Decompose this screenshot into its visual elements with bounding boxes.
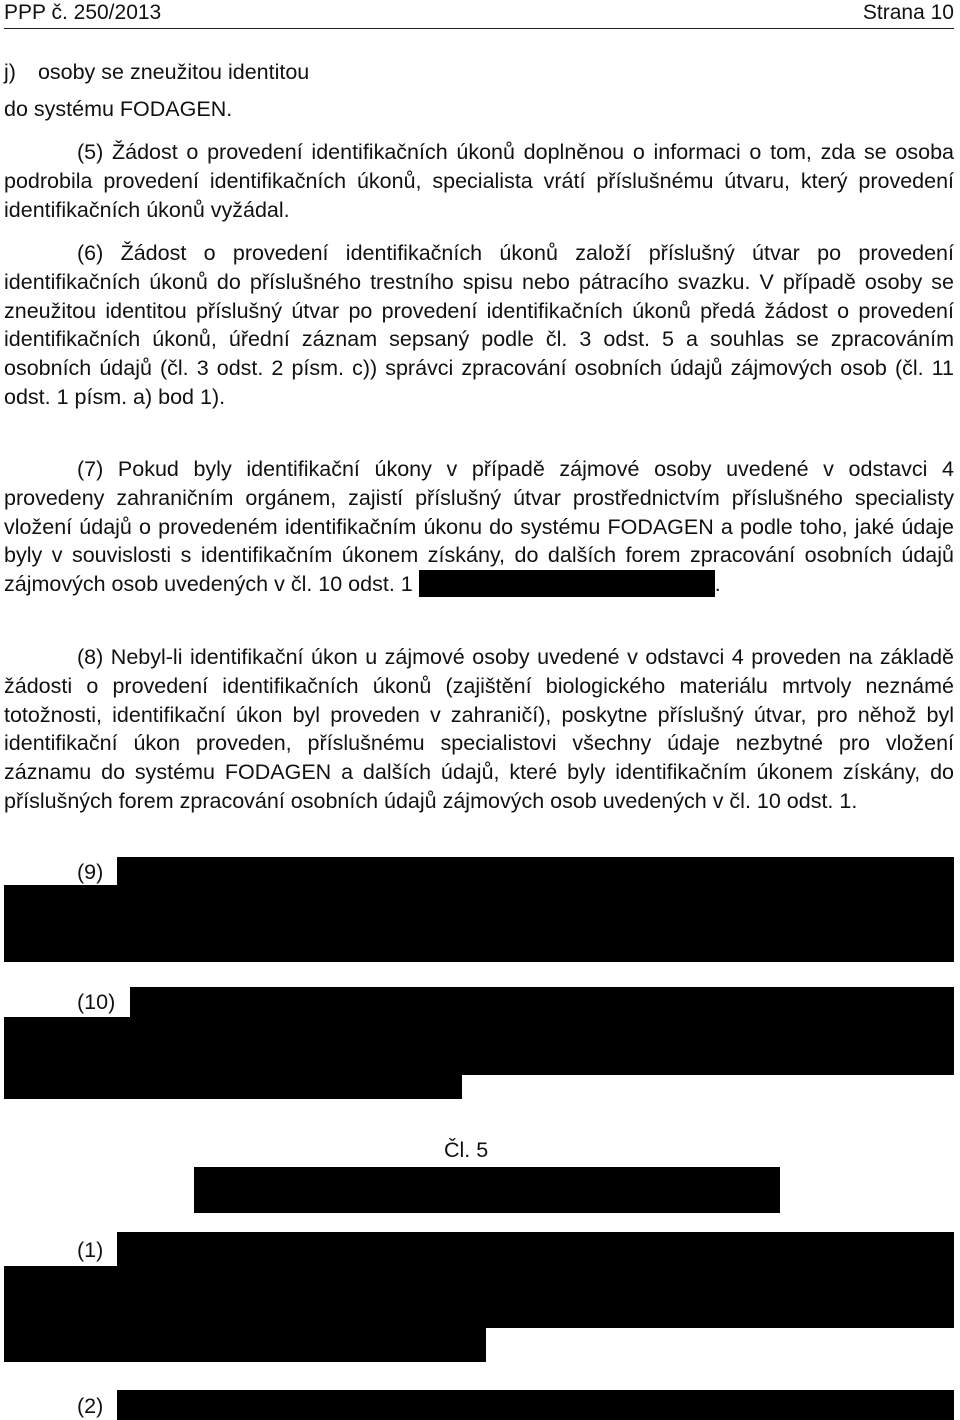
redaction-block — [4, 1073, 462, 1099]
redaction-block — [130, 987, 954, 1019]
redaction-block — [4, 1266, 954, 1328]
paragraph-7-end: . — [714, 572, 721, 597]
list-item-text: osoby se zneužitou identitou — [37, 60, 310, 84]
paragraph-7 — [4, 455, 954, 599]
paragraph-7-text: (7) Pokud byly identifikační úkony v případě zájmové osoby uvedené v odstavci 4 provedeny zahraničním orgánem, zajistí příslušný útvar prostřednictvím příslušného specialisty vložení údajů o provedeném identifikačním úkonu do systému FODAGEN a podle toho, jaké údaje byly v souvislosti s identifikačním úkonem získány, do dalších forem zpracování osobních údajů zájmových osob uvedených v čl. 10 odst. 1 — [4, 457, 954, 597]
redaction-block — [4, 885, 954, 913]
page-number: Strana 10 — [862, 1, 954, 24]
redaction-block — [117, 1232, 954, 1268]
paragraph-8: (8) Nebyl-li identifikační úkon u zájmové osoby uvedené v odstavci 4 proveden na základě žádosti o provedení identifikačních úkonů (zajištění biologického materiálu mrtvoly neznámé totožnosti, identifikační úkon byl proveden v zahraničí), poskytne příslušný útvar, pro něhož byl identifikační úkon proveden, příslušnému specialistovi všechny údaje nezbytné pro vložení záznamu do systému FODAGEN a dalších údajů, které byly identifikačním úkonem získány, do příslušných forem zpracování osobních údajů zájmových osob uvedených v čl. 10 odst. 1. — [4, 645, 954, 813]
redaction-block — [194, 1167, 780, 1213]
redaction-block — [4, 1017, 954, 1075]
redaction-block — [117, 1390, 954, 1420]
paragraph-10-label: (10) — [77, 990, 116, 1014]
redaction-block — [4, 1326, 486, 1362]
redaction-block — [4, 913, 954, 942]
paragraph-6: (6) Žádost o provedení identifikačních úkonů založí příslušný útvar po provedení identifikačních úkonů do příslušného trestního spisu nebo pátracího svazku. V případě osoby se zneužitou identitou příslušný útvar po provedení identifikačních úkonů předá žádost o provedení identifikačních úkonů, úřední záznam sepsaný podle čl. 3 odst. 5 a souhlas se zpracováním osobních údajů (čl. 3 odst. 2 písm. c)) správci zpracování osobních údajů zájmových osob (čl. 11 odst. 1 písm. a) bod 1). — [4, 241, 954, 409]
page-header — [4, 0, 954, 29]
fodagen-line: do systému FODAGEN. — [4, 97, 233, 121]
paragraph-5: (5) Žádost o provedení identifikačních úkonů doplněnou o informaci o tom, zda se osoba podrobila provedení identifikačních úkonů, specialista vrátí příslušnému útvaru, který provedení identifikačních úkonů vyžádal. — [4, 140, 954, 222]
paragraph-9-label: (9) — [77, 860, 104, 884]
redaction-block — [4, 942, 954, 962]
article-heading: Čl. 5 — [444, 1138, 489, 1162]
document-number: PPP č. 250/2013 — [4, 1, 162, 24]
redaction-bar — [419, 570, 715, 597]
list-item-label: j) — [4, 60, 16, 84]
article-paragraph-2-label: (2) — [77, 1394, 104, 1418]
article-paragraph-1-label: (1) — [77, 1238, 104, 1262]
list-item-j — [4, 58, 309, 86]
